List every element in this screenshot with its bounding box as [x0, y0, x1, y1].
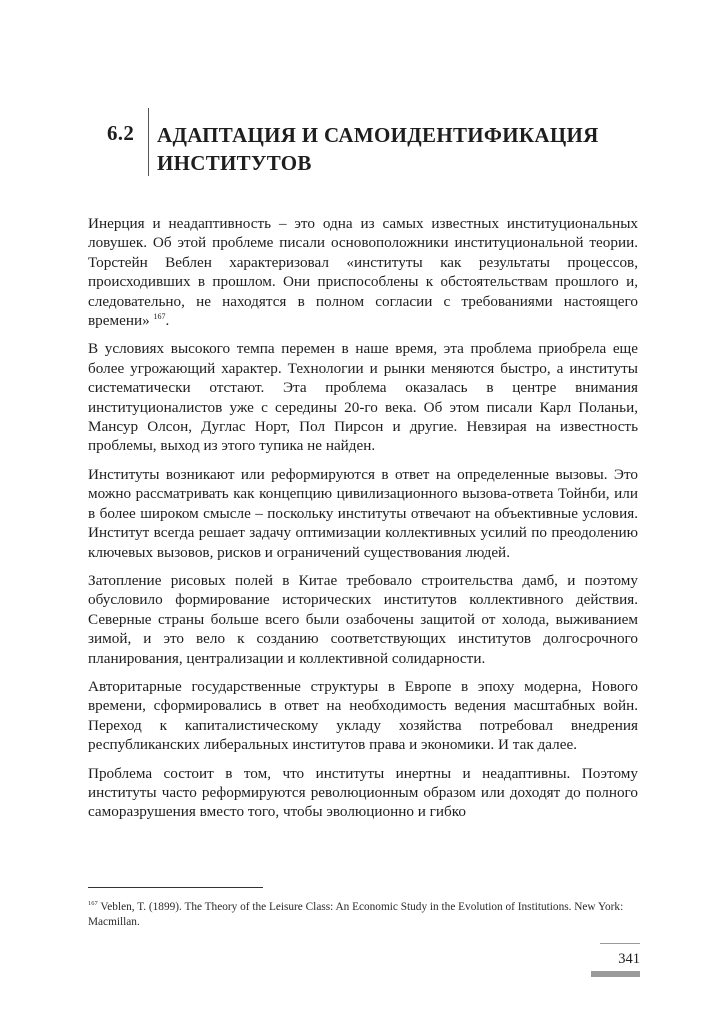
paragraph-1-text: Инерция и неадаптивность – это одна из самых известных институциональных ловушек. Об этой проблеме писали основоположники институциональной теории. Торстейн Веблен характеризовал «институты как результаты процессов, происходивших в прошлом. Они приспособлены к обстоятельствам прошлого и, следовательно, не находятся в полном согласии с требованиями настоящего времени» [88, 215, 638, 330]
section-number: 6.2 [107, 121, 135, 145]
footnote [88, 900, 638, 930]
section-title [157, 121, 657, 177]
paragraph-1 [88, 214, 638, 330]
footnote-divider [88, 887, 263, 888]
heading-divider [148, 108, 149, 176]
page-number-bar [591, 971, 640, 977]
footnote-text: Veblen, T. (1899). The Theory of the Leisure Class: An Economic Study in the Evolution of Institutions. New York: Macmillan. [88, 901, 624, 928]
footnote-reference: 167 [153, 311, 166, 321]
page-number: 341 [618, 951, 640, 967]
paragraph-4: Затопление рисовых полей в Китае требовало строительства дамб, и поэтому обусловило формирование исторических институтов коллективного действия. Северные страны больше всего были озабочены защитой от холода, выживанием зимой, и это вело к созданию соответствующих институтов долгосрочного планирования, централизации и коллективной солидарности. [88, 571, 638, 667]
paragraph-6: Проблема состоит в том, что институты инертны и неадаптивны. Поэтому институты часто реформируются революционным образом или доходят до полного саморазрушения вместо того, чтобы эволюционно и гибко [88, 764, 638, 821]
body-text [88, 214, 638, 831]
section-heading [0, 0, 725, 200]
section-title-line-1: АДАПТАЦИЯ И САМОИДЕНТИФИКАЦИЯ [157, 123, 599, 147]
paragraph-5: Авторитарные государственные структуры в Европе в эпоху модерна, Нового времени, сформировались в ответ на необходимость ведения масштабных войн. Переход к капиталистическому укладу хозяйства потребовал внедрения республиканских либеральных институтов права и экономики. И так далее. [88, 677, 638, 754]
section-title-line-2: ИНСТИТУТОВ [157, 151, 312, 175]
paragraph-1-end: . [165, 312, 170, 330]
paragraph-3: Институты возникают или реформируются в ответ на определенные вызовы. Это можно рассматривать как концепцию цивилизационного вызова-ответа Тойнби, или в более широком смысле – поскольку институты отвечают на объективные условия. Институт всегда решает задачу оптимизации коллективных усилий по преодолению ключевых вызовов, рисков и ограничений существования людей. [88, 465, 638, 561]
page-number-block [591, 943, 640, 977]
footnote-number: 167 [88, 900, 98, 908]
paragraph-2: В условиях высокого темпа перемен в наше время, эта проблема приобрела еще более угрожающий характер. Технологии и рынки меняются быстро, а институты систематически отстают. Эта проблема оказалась в центре внимания институционалистов уже с середины 20-го века. Об этом писали Карл Поланьи, Мансур Олсон, Дуглас Норт, Пол Пирсон и другие. Невзирая на известность проблемы, выход из этого тупика не найден. [88, 340, 638, 455]
